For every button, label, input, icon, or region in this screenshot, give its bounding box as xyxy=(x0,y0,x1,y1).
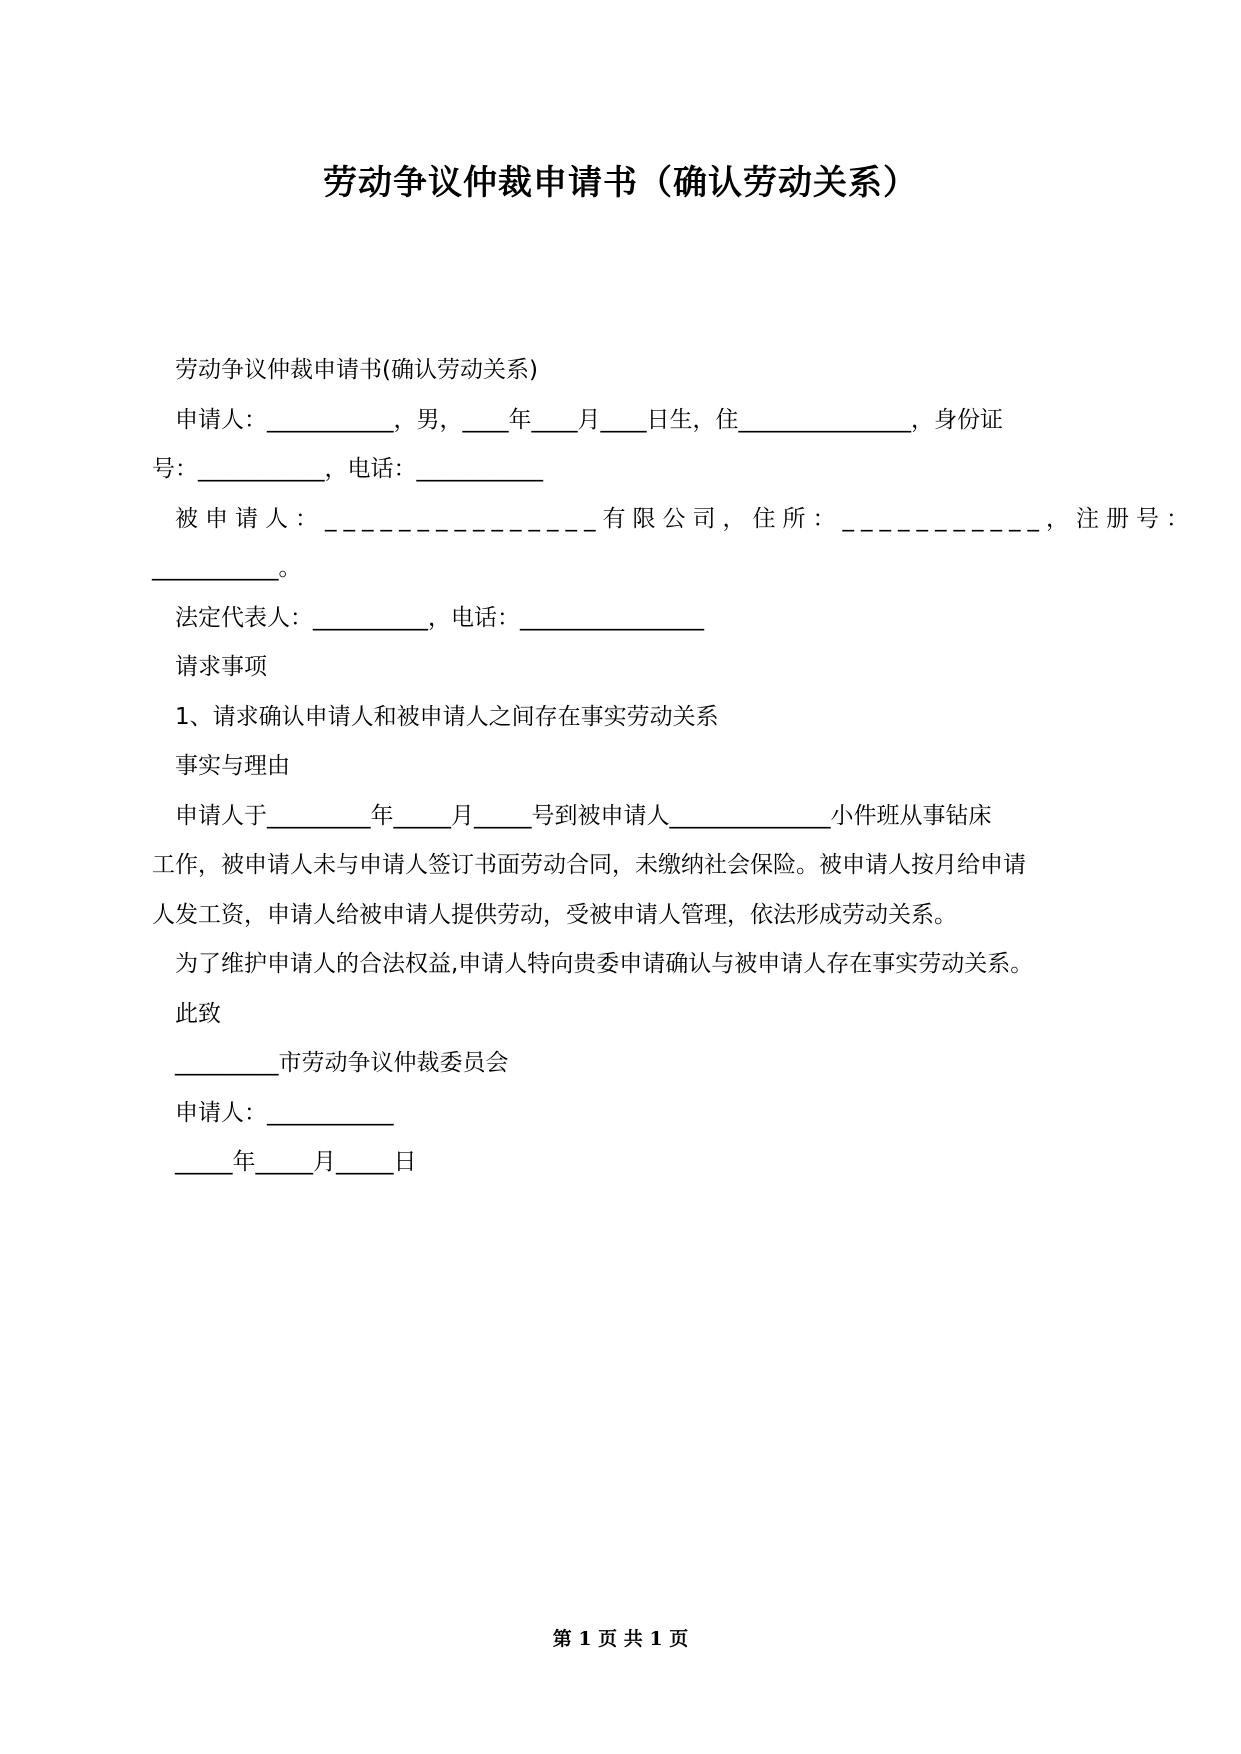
facts-paragraph-line-1: 申请人于_________年_____月_____号到被申请人______________小件班从事钻床 xyxy=(175,802,992,829)
request-paragraph: 为了维护申请人的合法权益,申请人特向贵委申请确认与被申请人存在事实劳动关系。 xyxy=(175,951,1034,977)
claim-item-1: 1、请求确认申请人和被申请人之间存在事实劳动关系 xyxy=(175,703,719,730)
facts-heading: 事实与理由 xyxy=(175,753,290,779)
claims-heading: 请求事项 xyxy=(175,654,267,680)
page-number-footer: 第 1 页 共 1 页 xyxy=(552,1628,689,1650)
date-line: _____年_____月_____日 xyxy=(175,1149,417,1175)
respondent-line-1: 被申请人：_______________有限公司，住所：___________，注册号： xyxy=(175,505,1196,532)
facts-paragraph-line-2: 工作，被申请人未与申请人签订书面劳动合同，未缴纳社会保险。被申请人按月给申请 xyxy=(152,852,1026,878)
closing-salutation: 此致 xyxy=(175,1000,221,1027)
facts-paragraph-line-3: 人发工资，申请人给被申请人提供劳动，受被申请人管理，依法形成劳动关系。 xyxy=(152,901,957,928)
legal-representative-line: 法定代表人：__________，电话：________________ xyxy=(175,604,704,631)
respondent-line-2: ___________。 xyxy=(152,555,302,581)
body-heading: 劳动争议仲裁申请书(确认劳动关系) xyxy=(175,357,538,383)
addressee-line: _________市劳动争议仲裁委员会 xyxy=(175,1050,509,1076)
page-title: 劳动争议仲裁申请书（确认劳动关系） xyxy=(323,163,918,203)
applicant-line-2: 号：___________，电话：___________ xyxy=(152,456,543,482)
signature-line: 申请人：___________ xyxy=(175,1099,394,1126)
document-body xyxy=(152,346,1196,1188)
applicant-line-1: 申请人：___________，男，____年____月____日生，住_______________，身份证 xyxy=(175,406,1003,433)
